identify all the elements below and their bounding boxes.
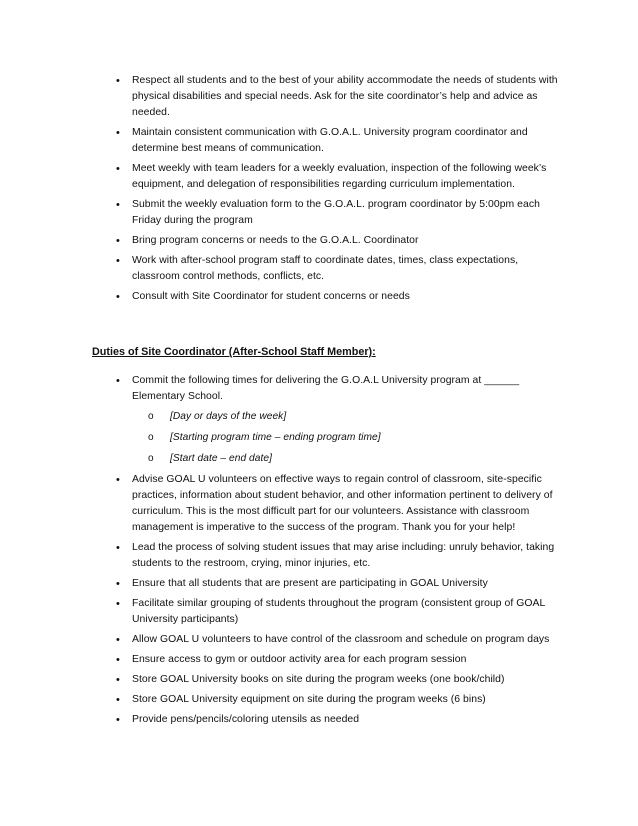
list-item-text: Allow GOAL U volunteers to have control of the classroom and schedule on program days <box>132 634 550 645</box>
circle-bullet-icon: o <box>148 453 154 464</box>
sub-list-item-text: [Starting program time – ending program time] <box>170 432 381 443</box>
list-item <box>0 652 638 668</box>
list-item <box>0 289 638 305</box>
list-item <box>0 672 638 688</box>
bullet-icon: • <box>116 235 120 247</box>
list-item <box>0 472 638 536</box>
list-item <box>0 692 638 708</box>
list-item-text: Submit the weekly evaluation form to the G.O.A.L. program coordinator by 5:00pm each Friday during the program <box>132 199 540 226</box>
list-item <box>0 125 638 157</box>
list-item-text: Ensure that all students that are present are participating in GOAL University <box>132 578 488 589</box>
bullet-icon: • <box>116 634 120 646</box>
sub-list-item-text: [Day or days of the week] <box>170 411 287 422</box>
sub-list-item-text: [Start date – end date] <box>170 453 272 464</box>
list-item-text: Respect all students and to the best of your ability accommodate the needs of students with physical disabilities and special needs. Ask for the site coordinator’s help and advice as needed. <box>132 75 558 118</box>
list-item-text: Work with after-school program staff to coordinate dates, times, class expectations, classroom control methods, conflicts, etc. <box>132 255 519 282</box>
list-item <box>0 596 638 628</box>
list-item-text: Meet weekly with team leaders for a weekly evaluation, inspection of the following week’s equipment, and delegation of responsibilities regarding curriculum implementation. <box>132 163 547 190</box>
list-item <box>0 576 638 592</box>
list-item-text: Advise GOAL U volunteers on effective ways to regain control of classroom, site-specific practices, information about student behavior, and other information pertinent to delivery of curriculum. This is the most difficult part for our volunteers. Assistance with classroom management is imperative to the success of the program. Thank you for your help! <box>132 474 553 533</box>
list-item <box>0 632 638 648</box>
list-item-text: Bring program concerns or needs to the G.O.A.L. Coordinator <box>132 235 419 246</box>
list-item-text: Provide pens/pencils/coloring utensils as needed <box>132 714 360 725</box>
bullet-icon: • <box>116 542 120 554</box>
bullet-icon: • <box>116 127 120 139</box>
site-coordinator-duties-list <box>0 373 638 732</box>
list-item <box>0 73 638 121</box>
bullet-icon: • <box>116 75 120 87</box>
list-item-text: Store GOAL University equipment on site during the program weeks (6 bins) <box>132 694 486 705</box>
sub-list-item <box>132 409 558 425</box>
sub-list-item <box>132 451 558 467</box>
bullet-icon: • <box>116 199 120 211</box>
bullet-icon: • <box>116 375 120 387</box>
circle-bullet-icon: o <box>148 432 154 443</box>
bullet-icon: • <box>116 694 120 706</box>
bullet-icon: • <box>116 674 120 686</box>
list-item-text: Maintain consistent communication with G.O.A.L. University program coordinator and determine best means of communication. <box>132 127 528 154</box>
list-item <box>0 253 638 285</box>
list-item-text: Ensure access to gym or outdoor activity area for each program session <box>132 654 467 665</box>
list-item-text: Lead the process of solving student issues that may arise including: unruly behavior, taking students to the restroom, crying, minor injuries, etc. <box>132 542 555 569</box>
list-item-text: Consult with Site Coordinator for student concerns or needs <box>132 291 410 302</box>
list-item <box>0 712 638 728</box>
bullet-icon: • <box>116 654 120 666</box>
list-item-text: Facilitate similar grouping of students throughout the program (consistent group of GOAL University participants) <box>132 598 545 625</box>
sub-list-item <box>132 430 558 446</box>
list-item <box>0 373 638 467</box>
bullet-icon: • <box>116 578 120 590</box>
bullet-icon: • <box>116 474 120 486</box>
bullet-icon: • <box>116 255 120 267</box>
bullet-icon: • <box>116 598 120 610</box>
schedule-sublist <box>132 409 558 467</box>
list-item-text: Store GOAL University books on site during the program weeks (one book/child) <box>132 674 505 685</box>
circle-bullet-icon: o <box>148 411 154 422</box>
list-item <box>0 161 638 193</box>
list-item <box>0 197 638 229</box>
bullet-icon: • <box>116 163 120 175</box>
list-item <box>0 540 638 572</box>
list-item <box>0 233 638 249</box>
volunteer-duties-list <box>0 73 638 309</box>
bullet-icon: • <box>116 714 120 726</box>
bullet-icon: • <box>116 291 120 303</box>
section-heading: Duties of Site Coordinator (After-School Staff Member): <box>92 346 376 358</box>
list-item-text: Commit the following times for delivering the G.O.A.L University program at ______ Elementary School. <box>132 375 520 402</box>
